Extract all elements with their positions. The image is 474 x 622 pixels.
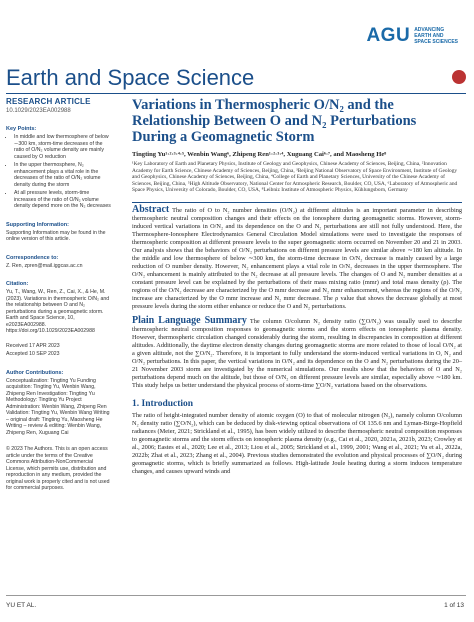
header-divider — [6, 93, 466, 94]
logo-text: AGU — [366, 25, 411, 46]
abstract-section — [132, 202, 462, 390]
article-title: Variations in Thermospheric O/N₂ and the Relationship Between O and N₂ Perturbations During a Geomagnetic Storm — [132, 97, 417, 145]
pls-heading: Plain Language Summary — [132, 314, 247, 326]
received-date: Received 17 APR 2023 — [6, 342, 60, 349]
copyright-text: © 2023 The Authors. This is an open access article under the terms of the Creative Commons Attribution-NonCommercial License, which permits use, distribution and reproduction in any medium, provided the original work is properly cited and is not used for commercial purposes. — [6, 446, 110, 491]
supporting-info-text: Supporting Information may be found in the online version of this article. — [6, 229, 106, 242]
pls-text: The column O/column N₂ density ratio (∑O/N₂) was usually used to describe thermospheric neutral composition responses to geomagnetic storms and the storm effects on ionospheric plasma density. However, thermospheric circulation changed considerably during the storm, resulting in discrepancies in composition at different altitudes. Additionally, the daytime electron density changes during geomagnetic storms are more related to those of local O/N₂ at a given altitude, not the ∑O/N₂. Therefore, it is important to fully understand the storm-induced vertical variations in O, N₂ and O/N₂ perturbations. In this paper, the vertical variations in O/N₂ and its dependence on the O and N₂ perturbations during the 20–21 November 2003 storm are investigated by the numerical simulations. Our results show that the behaviors of O and N₂ perturbations depend much on the altitude, but those of O/N₂ on different pressure levels are similar, especially above ∼180 km. This study helps us better understand the physical process of storm-time ∑O/N₂ variations based on the observations. — [132, 317, 462, 389]
main-column — [132, 95, 462, 476]
introduction-heading: 1. Introduction — [132, 398, 194, 409]
article-type: RESEARCH ARTICLE — [6, 97, 91, 106]
logo-subtitle — [414, 27, 458, 45]
supporting-info-heading: Supporting Information: — [6, 221, 69, 228]
abstract-body — [132, 203, 462, 311]
author-list[interactable]: Tingting Yu¹·²·³·⁴·⁵, Wenbin Wang⁶, Zhipeng Ren¹·²·³·⁴, Xuguang Cai⁶·⁷, and Maosheng He⁸ — [132, 151, 387, 158]
correspondence-text[interactable]: Z. Ren, zpren@mail.iggcas.ac.cn — [6, 262, 83, 269]
footer-divider — [6, 595, 466, 596]
page-number: 1 of 13 — [444, 602, 464, 609]
agu-logo[interactable] — [366, 25, 458, 47]
contributions-text: Conceptualization: Tingting Yu Funding acquisition: Tingting Yu, Wenbin Wang, Zhipeng Ren Investigation: Tingting Yu Methodology: Tingting Yu Project Administration: Wenbin Wang, Zhipeng Ren Validation: Tingting Yu, Wenbin Wang Writing – original draft: Tingting Yu, Maosheng He Writing – review & editing: Wenbin Wang, Zhipeng Ren, Xuguang Cai — [6, 377, 110, 436]
citation-text[interactable]: Yu, T., Wang, W., Ren, Z., Cai, X., & He, M. (2023). Variations in thermospheric O/N₂ and the relationship between O and N₂ perturbations during a geomagnetic storm. Earth and Space Science, 10, e2023EA002988. https://doi.org/10.1029/2023EA002988 — [6, 289, 110, 334]
affiliations: ¹Key Laboratory of Earth and Planetary Physics, Institute of Geology and Geophysics, Chinese Academy of Sciences, Beijing, China, ²Innovation Academy for Earth Science, Chinese Academy of Sciences, Beijing, China, ³Beijing National Observatory of Space Environment, Institute of Geology and Geophysics, Chinese Academy of Sciences, Beijing, China, ⁴College of Earth and Planetary Sciences, University of the Chinese Academy of Sciences, Beijing, China, ⁵High Altitude Observatory, National Center for Atmospheric Research, Boulder, CO, USA, ⁶Laboratory of Atmospheric and Space Physics, University of Colorado, Boulder, CO, USA, ⁸Leibniz Institute of Atmospheric Physics, Kühlungsborn, Germany — [132, 161, 458, 194]
key-point: • At all pressure levels, storm-time increases of the ratio of O/N₂ volume density depend more on the N₂ decreases — [14, 190, 112, 210]
abstract-text: The ratio of O to N₂ number densities (O/N₂) at different altitudes is an important parameter in describing thermospheric neutral composition changes and their effects on the ionosphere during geomagnetic storms. However, storm-induced vertical variations in O/N₂ and its dependence on the O and N₂ perturbations are still not fully understood. Here, the Thermosphere-Ionosphere Electrodynamics General Circulation Model simulations were used to investigate the responses of thermospheric composition at different pressure levels to the super geomagnetic storm occurred on November 20 and 21 in 2003. Our analysis shows that the behaviors of O/N₂ perturbations on different pressure levels are similar above ∼180 km altitude. In the middle and low thermosphere of below ∼300 km, the storm-time decrease in O/N₂ decrease is mainly caused by a large reduction of O number density. However, N₂ enhancement plays a vital role in O/N₂ decreases in the upper thermosphere. The O/N₂ enhancement is mainly attributed to the N₂ decrease at all pressure levels. The changes of O and N₂ number densities at a constant pressure level can be explained by the perturbations of their mass mixing ratio (mmr) and total mass density (ρ). The regions of the O/N₂ decrease are characterized by the O mmr decrease and N₂ mmr enhancement, whereas the regions of the O/N₂ increase are characterized by the O mmr increase and N₂ mmr decrease. The ρ value that shows the decrease globally at most pressure levels during the storm either enhance or reduce the O and N₂ perturbations. — [132, 206, 462, 310]
logo-sub-line: SPACE SCIENCES — [414, 39, 458, 45]
correspondence-heading: Correspondence to: — [6, 254, 59, 261]
logo-sub-line: ADVANCING — [414, 27, 445, 33]
key-point: • In middle and low thermosphere of below ∼300 km, storm-time decreases of the ratio of O/N₂ volume density are mainly caused by O reduction — [14, 134, 112, 160]
logo-sub-line: EARTH AND — [414, 33, 444, 39]
running-author: YU ET AL. — [6, 602, 37, 609]
key-points-list — [6, 134, 112, 210]
accepted-date: Accepted 10 SEP 2023 — [6, 351, 60, 357]
journal-title[interactable]: Earth and Space Science — [6, 65, 255, 90]
key-points-heading: Key Points: — [6, 126, 37, 132]
left-column — [6, 95, 112, 492]
plain-language-summary — [132, 314, 462, 390]
contributions-heading: Author Contributions: — [6, 369, 64, 376]
header-bar — [0, 0, 474, 58]
abstract-heading: Abstract — [132, 203, 170, 215]
journal-badge-icon — [452, 70, 466, 84]
key-point: • In the upper thermosphere, N₂ enhancement plays a vital role in the decreases of the ratio of O/N₂ volume density during the storm — [14, 162, 112, 188]
doi[interactable]: 10.1029/2023EA002988 — [6, 108, 71, 114]
citation-heading: Citation: — [6, 281, 29, 287]
introduction-text: The ratio of height-integrated number density of atomic oxygen (O) to that of molecular nitrogen (N₂), namely column O/column N₂ density ratio (∑O/N₂), which can be deduced by disk-viewing optical observations of OI 135.6 nm and Lyman-Birge-Hopfield radiances (Meier, 2021; Strickland et al., 1995), has been widely utilized to describe thermospheric neutral composition responses to geomagnetic storms and the storm effects on ionospheric plasma density (e.g., Cai et al., 2020, 2021a, 2021b, 2023; Crowley et al., 2006; Eastes et al., 2020; Lee et al., 2013; Liou et al., 2005; Strickland et al., 1999, 2001; Wang et al., 2021; Yu et al., 2022a, 2022b; Zhai et al., 2023; Zhang et al., 2004). Previous studies demonstrated the evolution and physical processes of ∑O/N₂ during geomagnetic storms, which is briefly summarized as follows. High-latitude Joule heating during a storm induces temperature changes, and causes upward winds and — [132, 411, 462, 475]
